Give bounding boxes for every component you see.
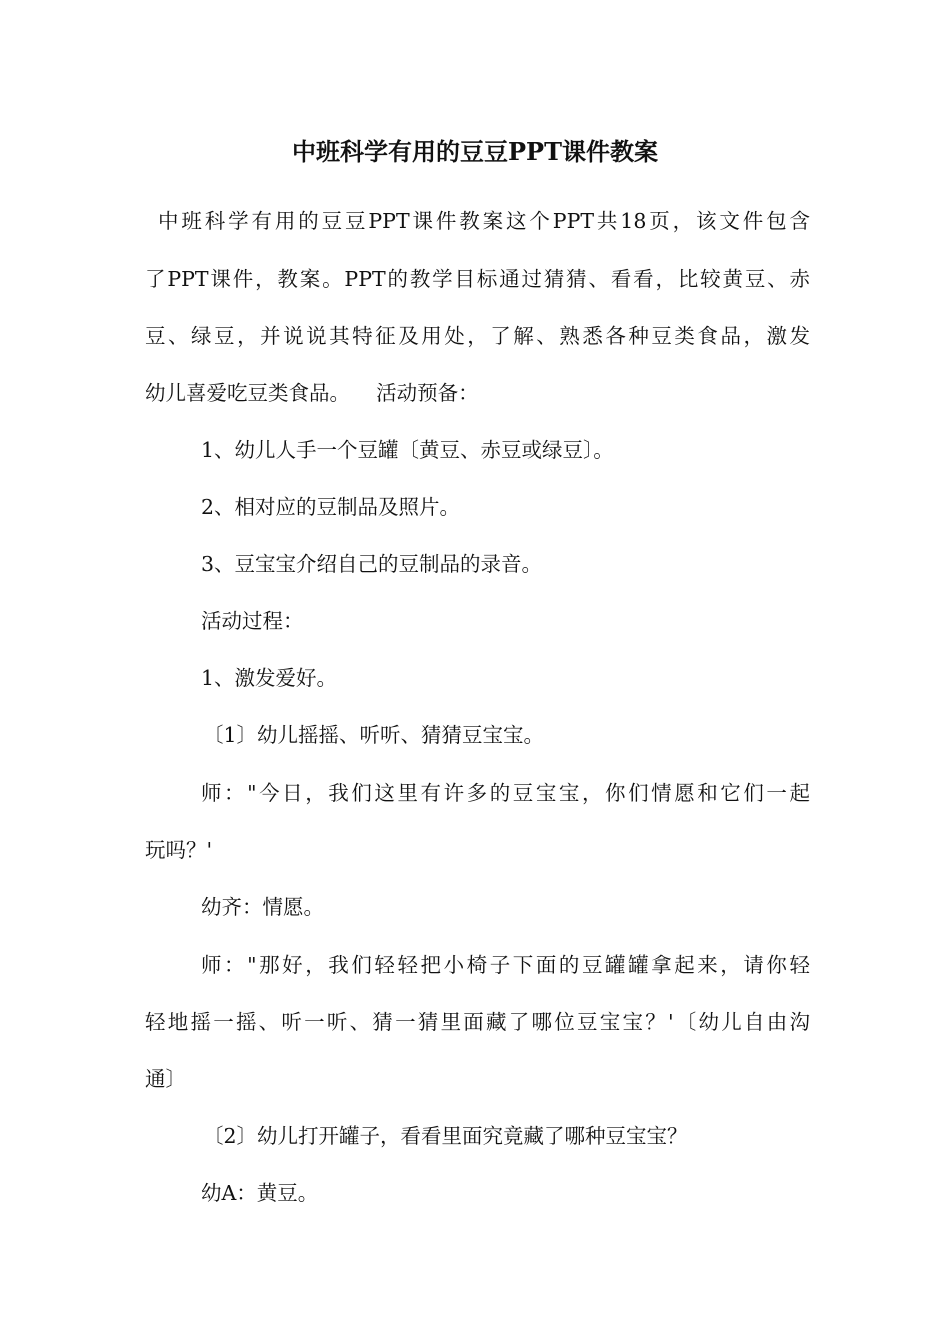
child-a-reply: 幼A：黄豆。 bbox=[201, 1181, 319, 1205]
prep-item-3: 3、豆宝宝介绍自己的豆制品的录音。 bbox=[201, 552, 543, 576]
children-reply: 幼齐：情愿。 bbox=[201, 895, 324, 919]
sub-step-1: 〔1〕幼儿摇摇、听听、猜猜豆宝宝。 bbox=[203, 723, 545, 747]
teacher-line-2a: 师："那好，我们轻轻把小椅子下面的豆罐罐拿起来，请你轻 bbox=[201, 953, 810, 977]
teacher-line-2c: 通〕 bbox=[145, 1067, 186, 1091]
sub-step-2: 〔2〕幼儿打开罐子，看看里面究竟藏了哪种豆宝宝？ bbox=[203, 1124, 688, 1148]
intro-line-4: 幼儿喜爱吃豆类食品。 活动预备： bbox=[145, 381, 479, 405]
process-heading: 活动过程： bbox=[201, 609, 304, 633]
prep-item-1: 1、幼儿人手一个豆罐〔黄豆、赤豆或绿豆〕。 bbox=[201, 438, 614, 462]
document-title: 中班科学有用的豆豆PPT课件教案 bbox=[292, 137, 658, 166]
intro-line-1: 中班科学有用的豆豆PPT课件教案这个PPT共18页，该文件包含 bbox=[158, 209, 810, 233]
prep-item-2: 2、相对应的豆制品及照片。 bbox=[201, 495, 461, 519]
teacher-line-2b: 轻地摇一摇、听一听、猜一猜里面藏了哪位豆宝宝？'〔幼儿自由沟 bbox=[145, 1010, 810, 1034]
teacher-line-1a: 师："今日，我们这里有许多的豆宝宝，你们情愿和它们一起 bbox=[201, 781, 810, 805]
step-1: 1、激发爱好。 bbox=[201, 666, 338, 690]
intro-line-2: 了PPT课件，教案。PPT的教学目标通过猜猜、看看，比较黄豆、赤 bbox=[145, 267, 810, 291]
intro-line-3: 豆、绿豆，并说说其特征及用处，了解、熟悉各种豆类食品，激发 bbox=[145, 324, 810, 348]
teacher-line-1b: 玩吗？' bbox=[145, 838, 213, 862]
